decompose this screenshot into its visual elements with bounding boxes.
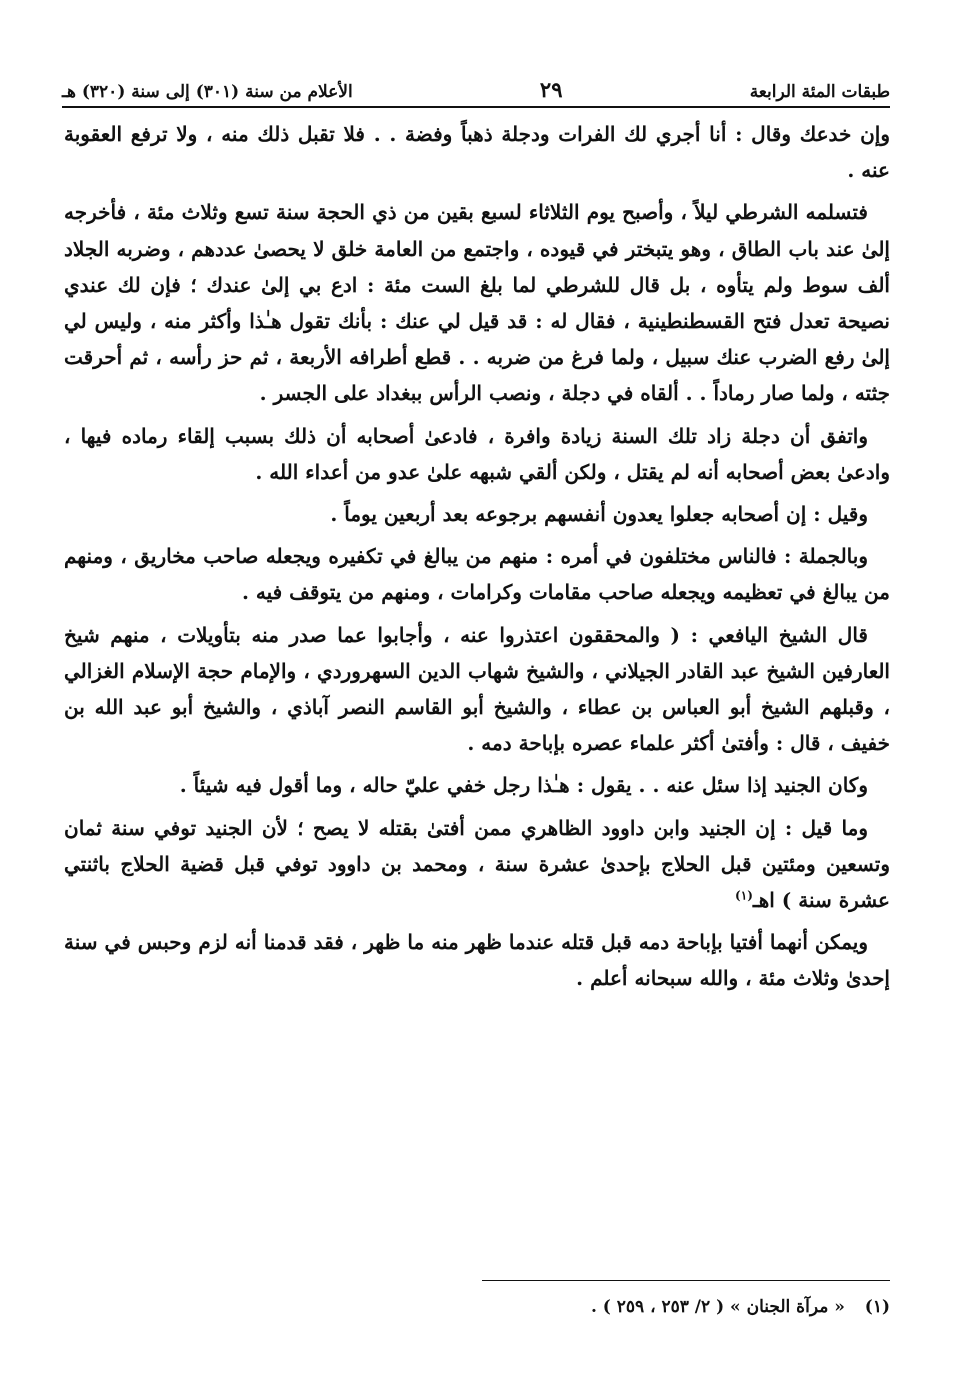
paragraph-2: فتسلمه الشرطي ليلاً ، وأصبح يوم الثلاثاء لسبع بقين من ذي الحجة سنة تسع وثلاث مئة ، فأخرجه إلىٰ عند باب الطاق ، وهو يتبختر في قيوده ، واجتمع من العامة خلق لا يحصىٰ عددهم ، وضربه الجلاد ألف سوط ولم يتأوه ، بل قال للشرطي لما بلغ الست مئة : ادع بي إلىٰ عندك ؛ فإن لك عندي نصيحة تعدل فتح القسطنطينية ، فقال له : قد قيل لي عنك : بأنك تقول هـٰذا وأكثر منه ، وليس لي إلىٰ رفع الضرب عنك سبيل ، ولما فرغ من ضربه . . قطع أطرافه الأربعة ، ثم حز رأسه ، ثم أحرقت جثته ، ولما صار رماداً . . ألقاه في دجلة ، ونصب الرأس ببغداد على الجسر .: [64, 200, 890, 406]
running-header: [62, 66, 890, 102]
footnote-rule: [482, 1280, 890, 1281]
header-rule: [62, 106, 890, 108]
paragraph-7: وكان الجنيد إذا سئل عنه . . يقول : هـٰذا رجل خفي عليّ حاله ، وما أقول فيه شيئاً .: [179, 773, 868, 798]
page-number: ٢٩: [539, 76, 563, 102]
paragraph-8-text: وما قيل : إن الجنيد وابن داوود الظاهري ممن أفتىٰ بقتله لا يصح ؛ لأن الجنيد توفي سنة ثمان وتسعين ومئتين قبل الحلاج بإحدىٰ عشرة سنة ، ومحمد بن داوود توفي قبل قضية الحلاج باثنتي عشرة سنة ) اهـ: [64, 815, 890, 913]
footnote-number: (١): [864, 1297, 890, 1317]
main-text: [64, 116, 890, 1003]
header-section-title: طبقات المئة الرابعة: [749, 81, 890, 102]
paragraph-6: قال الشيخ اليافعي : ( والمحققون اعتذروا عنه ، وأجابوا عما صدر منه بتأويلات ، منهم شيخ العارفين الشيخ عبد القادر الجيلاني ، والشيخ شهاب الدين السهروردي ، والإمام حجة الإسلام الغزالي ، وقبلهم الشيخ أبو العباس بن عطاء ، والشيخ أبو القاسم النصر آباذي ، والشيخ أبو عبد الله بن خفيف ، قال : وأفتىٰ أكثر علماء عصره بإباحة دمه .: [64, 622, 890, 756]
paragraph-1: وإن خدعك وقال : أنا أجري لك الفرات ودجلة ذهباً وفضة . . فلا تقبل ذلك منه ، ولا ترفع العقوبة عنه .: [64, 122, 890, 183]
footnote-text: « مرآة الجنان » ( ٢/ ٢٥٣ ، ٢٥٩ ) .: [590, 1297, 845, 1317]
footnote: [64, 1296, 890, 1320]
header-year-range: الأعلام من سنة (٣٠١) إلى سنة (٣٢٠) هـ: [62, 81, 353, 102]
paragraph-8: [64, 810, 890, 919]
paragraph-9: ويمكن أنهما أفتيا بإباحة دمه قبل قتله عندما ظهر منه ما ظهر ، فقد قدمنا أنه لزم وحبس في سنة إحدىٰ وثلاث مئة ، والله سبحانه أعلم .: [64, 930, 890, 991]
paragraph-5: وبالجملة : فالناس مختلفون في أمره : منهم من يبالغ في تكفيره ويجعله صاحب مخاريق ، ومنهم من يبالغ في تعظيمه ويجعله صاحب مقامات وكرامات ، ومنهم من يتوقف فيه .: [64, 544, 890, 605]
paragraph-4: وقيل : إن أصحابه جعلوا يعدون أنفسهم برجوعه بعد أربعين يوماً .: [330, 502, 868, 527]
footnote-reference[interactable]: (١): [735, 888, 753, 903]
paragraph-3: واتفق أن دجلة زاد تلك السنة زيادة وافرة ، فادعىٰ أصحابه أن ذلك بسبب إلقاء رماده فيها ، وادعىٰ بعض أصحابه أنه لم يقتل ، ولكن ألقي شبهه علىٰ عدو من أعداء الله .: [64, 423, 890, 484]
